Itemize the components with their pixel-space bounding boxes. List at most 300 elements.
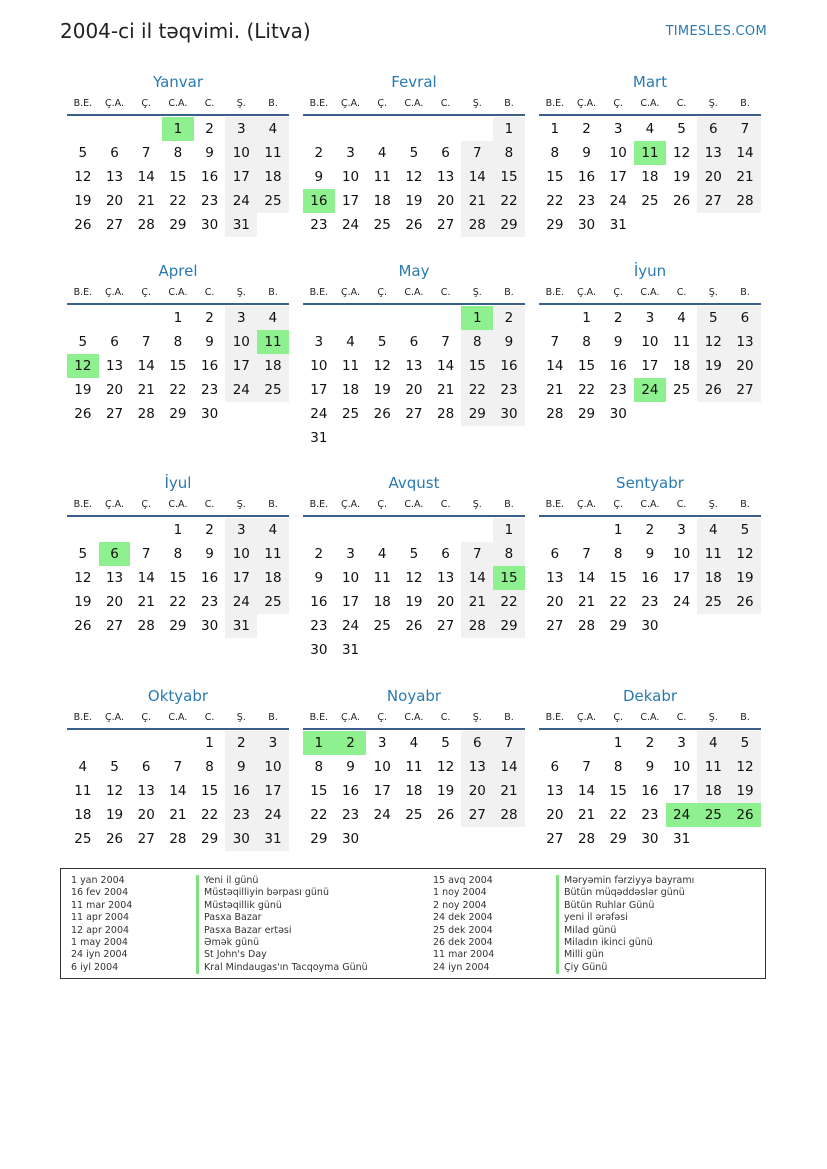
weekday-label: B.E. bbox=[309, 287, 329, 298]
day-cell: 15 bbox=[169, 358, 187, 374]
day-cell: 12 bbox=[729, 755, 761, 779]
day-cell: 13 bbox=[437, 570, 455, 586]
day-cell: 8 bbox=[493, 542, 525, 566]
weekday-header bbox=[67, 494, 289, 517]
day-cell: 28 bbox=[137, 406, 155, 422]
day-cell: 13 bbox=[405, 358, 423, 374]
day-cell: 10 bbox=[225, 141, 257, 165]
day-cell: 3 bbox=[225, 306, 257, 330]
day-cell: 22 bbox=[609, 594, 627, 610]
weekday-header bbox=[303, 93, 525, 116]
day-cell: 2 bbox=[205, 522, 214, 538]
legend-date: 11 mar 2004 bbox=[433, 949, 495, 961]
day-cell: 22 bbox=[201, 807, 219, 823]
day-cell: 11 bbox=[673, 334, 691, 350]
month-name: Oktyabr bbox=[147, 687, 209, 705]
weekday-label: B. bbox=[504, 98, 514, 109]
day-cell: 10 bbox=[673, 759, 691, 775]
day-cell: 10 bbox=[257, 755, 289, 779]
day-cell: 21 bbox=[437, 382, 455, 398]
day-cell: 22 bbox=[461, 378, 493, 402]
day-cell: 22 bbox=[493, 189, 525, 213]
day-cell: 20 bbox=[105, 594, 124, 610]
month-name: Avqust bbox=[388, 474, 440, 492]
day-cell: 26 bbox=[74, 217, 92, 233]
day-cell: 2 bbox=[613, 310, 623, 326]
legend-date: 1 may 2004 bbox=[71, 936, 128, 948]
holiday-day-cell: 25 bbox=[697, 803, 729, 827]
month-name: Noyabr bbox=[386, 687, 442, 705]
day-cell: 31 bbox=[225, 614, 257, 638]
day-cell: 29 bbox=[169, 618, 187, 634]
empty-cell bbox=[303, 518, 335, 542]
day-cell: 17 bbox=[341, 193, 360, 209]
weekday-label: C. bbox=[676, 287, 687, 298]
day-cell: 4 bbox=[78, 759, 88, 775]
day-cell: 25 bbox=[405, 807, 423, 823]
empty-cell bbox=[398, 306, 430, 330]
empty-cell bbox=[539, 306, 571, 330]
weekday-label: Ç. bbox=[613, 287, 624, 298]
day-cell: 8 bbox=[613, 759, 623, 775]
holiday-day-cell: 16 bbox=[303, 189, 335, 213]
day-cell: 25 bbox=[341, 406, 360, 422]
day-cell: 20 bbox=[729, 354, 761, 378]
weekday-label: Ş. bbox=[472, 499, 482, 510]
empty-cell bbox=[571, 731, 603, 755]
day-cell: 5 bbox=[409, 546, 419, 562]
day-cell: 31 bbox=[609, 217, 627, 233]
day-cell: 5 bbox=[677, 121, 686, 137]
day-grid bbox=[539, 518, 761, 638]
day-cell: 24 bbox=[609, 193, 627, 209]
day-cell: 14 bbox=[137, 169, 155, 185]
day-cell: 2 bbox=[645, 735, 655, 751]
legend-right-dates bbox=[433, 875, 494, 974]
holiday-day-cell: 11 bbox=[634, 141, 666, 165]
day-cell: 17 bbox=[310, 382, 328, 398]
day-cell: 30 bbox=[225, 827, 257, 851]
holiday-day-cell: 26 bbox=[729, 803, 761, 827]
day-cell: 17 bbox=[673, 783, 691, 799]
weekday-label: B.E. bbox=[309, 712, 329, 723]
weekday-label: Ç. bbox=[141, 712, 152, 723]
day-cell: 9 bbox=[493, 330, 525, 354]
month-name: Sentyabr bbox=[616, 474, 684, 492]
day-cell: 2 bbox=[582, 121, 591, 137]
legend-left-dates bbox=[71, 875, 132, 974]
day-cell: 11 bbox=[341, 358, 360, 374]
day-cell: 28 bbox=[437, 406, 455, 422]
empty-cell bbox=[430, 518, 462, 542]
legend-date: 16 fev 2004 bbox=[71, 887, 129, 899]
empty-cell bbox=[430, 306, 462, 330]
day-cell: 6 bbox=[697, 117, 729, 141]
day-cell: 26 bbox=[373, 406, 391, 422]
month-9 bbox=[539, 472, 761, 638]
day-cell: 1 bbox=[550, 121, 560, 137]
day-cell: 12 bbox=[673, 145, 691, 161]
empty-cell bbox=[130, 306, 162, 330]
month-name: Dekabr bbox=[622, 687, 678, 705]
weekday-label: Ç. bbox=[377, 712, 388, 723]
day-cell: 18 bbox=[257, 354, 289, 378]
day-cell: 16 bbox=[341, 783, 360, 799]
day-cell: 4 bbox=[257, 518, 289, 542]
day-cell: 18 bbox=[697, 779, 729, 803]
day-cell: 22 bbox=[493, 590, 525, 614]
day-cell: 6 bbox=[141, 759, 151, 775]
day-cell: 3 bbox=[677, 522, 686, 538]
day-cell: 16 bbox=[641, 783, 659, 799]
weekday-label: B. bbox=[740, 98, 750, 109]
holiday-day-cell: 1 bbox=[162, 117, 194, 141]
day-cell: 19 bbox=[105, 807, 124, 823]
month-11 bbox=[303, 685, 525, 851]
day-cell: 26 bbox=[697, 378, 729, 402]
day-cell: 15 bbox=[493, 165, 525, 189]
day-cell: 23 bbox=[641, 594, 659, 610]
day-cell: 16 bbox=[310, 594, 328, 610]
day-cell: 23 bbox=[201, 594, 219, 610]
weekday-label: B.E. bbox=[545, 98, 565, 109]
weekday-label: Ç. bbox=[613, 499, 624, 510]
day-cell: 7 bbox=[141, 546, 151, 562]
day-cell: 28 bbox=[169, 831, 187, 847]
day-cell: 3 bbox=[346, 145, 355, 161]
day-cell: 20 bbox=[405, 382, 423, 398]
day-cell: 22 bbox=[169, 382, 187, 398]
day-cell: 20 bbox=[697, 165, 729, 189]
month-1 bbox=[67, 71, 289, 237]
day-cell: 1 bbox=[613, 522, 623, 538]
empty-cell bbox=[366, 306, 398, 330]
weekday-label: Ş. bbox=[472, 712, 482, 723]
day-cell: 29 bbox=[493, 213, 525, 237]
day-cell: 27 bbox=[105, 406, 124, 422]
day-cell: 19 bbox=[405, 594, 423, 610]
weekday-label: C.A. bbox=[640, 712, 660, 723]
day-cell: 18 bbox=[257, 566, 289, 590]
weekday-label: C.A. bbox=[640, 287, 660, 298]
day-cell: 2 bbox=[205, 121, 214, 137]
month-name: İyun bbox=[633, 262, 667, 280]
day-cell: 14 bbox=[137, 570, 155, 586]
weekday-header bbox=[303, 494, 525, 517]
day-cell: 3 bbox=[314, 334, 324, 350]
weekday-label: Ç.A. bbox=[105, 287, 125, 298]
month-12 bbox=[539, 685, 761, 851]
weekday-label: C. bbox=[440, 98, 451, 109]
empty-cell bbox=[303, 306, 335, 330]
day-cell: 20 bbox=[105, 193, 124, 209]
day-cell: 21 bbox=[577, 807, 596, 823]
day-cell: 12 bbox=[74, 169, 92, 185]
legend-date: 2 noy 2004 bbox=[433, 899, 487, 911]
day-cell: 19 bbox=[373, 382, 391, 398]
weekday-label: C.A. bbox=[168, 98, 188, 109]
day-cell: 10 bbox=[609, 145, 627, 161]
weekday-label: C.A. bbox=[404, 287, 424, 298]
holiday-legend bbox=[60, 868, 766, 979]
day-cell: 28 bbox=[137, 618, 155, 634]
weekday-label: Ç.A. bbox=[105, 499, 125, 510]
day-cell: 4 bbox=[377, 145, 387, 161]
day-cell: 18 bbox=[641, 169, 659, 185]
weekday-label: Ç. bbox=[141, 98, 152, 109]
day-grid bbox=[67, 731, 289, 851]
day-cell: 20 bbox=[137, 807, 155, 823]
day-cell: 4 bbox=[409, 735, 419, 751]
day-cell: 18 bbox=[257, 165, 289, 189]
month-name: İyul bbox=[164, 474, 192, 492]
weekday-label: C.A. bbox=[168, 712, 188, 723]
weekday-label: Ş. bbox=[236, 499, 246, 510]
day-cell: 5 bbox=[78, 145, 88, 161]
legend-holiday-name: Bütün Ruhlar Günü bbox=[564, 899, 655, 911]
empty-cell bbox=[162, 731, 194, 755]
legend-holiday-name: St John's Day bbox=[204, 949, 267, 961]
day-cell: 2 bbox=[205, 310, 214, 326]
day-cell: 7 bbox=[141, 334, 151, 350]
weekday-label: B.E. bbox=[73, 712, 93, 723]
day-cell: 22 bbox=[169, 193, 187, 209]
day-cell: 4 bbox=[257, 117, 289, 141]
weekday-label: Ç.A. bbox=[341, 98, 361, 109]
weekday-label: B.E. bbox=[309, 98, 329, 109]
day-cell: 30 bbox=[310, 642, 328, 658]
weekday-label: B. bbox=[740, 287, 750, 298]
weekday-label: C. bbox=[676, 499, 687, 510]
day-cell: 21 bbox=[137, 594, 155, 610]
empty-cell bbox=[303, 117, 335, 141]
day-cell: 16 bbox=[493, 354, 525, 378]
day-cell: 19 bbox=[74, 382, 92, 398]
weekday-label: B.E. bbox=[73, 499, 93, 510]
day-cell: 15 bbox=[546, 169, 564, 185]
day-cell: 9 bbox=[645, 759, 655, 775]
day-cell: 5 bbox=[729, 731, 761, 755]
day-cell: 7 bbox=[141, 145, 151, 161]
day-cell: 16 bbox=[201, 169, 219, 185]
day-cell: 9 bbox=[314, 570, 324, 586]
day-cell: 22 bbox=[546, 193, 564, 209]
weekday-label: Ç. bbox=[141, 499, 152, 510]
holiday-day-cell: 2 bbox=[335, 731, 367, 755]
weekday-label: B. bbox=[740, 499, 750, 510]
day-cell: 14 bbox=[577, 783, 596, 799]
weekday-header bbox=[67, 93, 289, 116]
day-cell: 24 bbox=[373, 807, 391, 823]
day-cell: 4 bbox=[697, 731, 729, 755]
brand-link[interactable]: TIMESLES.COM bbox=[665, 24, 767, 39]
holiday-day-cell: 12 bbox=[67, 354, 99, 378]
day-cell: 7 bbox=[550, 334, 560, 350]
day-cell: 28 bbox=[577, 831, 596, 847]
day-cell: 2 bbox=[314, 546, 324, 562]
day-cell: 8 bbox=[461, 330, 493, 354]
day-cell: 26 bbox=[437, 807, 455, 823]
holiday-day-cell: 24 bbox=[634, 378, 666, 402]
day-cell: 25 bbox=[257, 378, 289, 402]
day-cell: 11 bbox=[405, 759, 423, 775]
day-cell: 27 bbox=[105, 618, 124, 634]
weekday-label: Ç. bbox=[377, 499, 388, 510]
day-cell: 24 bbox=[225, 590, 257, 614]
month-name: Fevral bbox=[391, 73, 437, 91]
day-cell: 6 bbox=[729, 306, 761, 330]
day-cell: 28 bbox=[577, 618, 596, 634]
day-cell: 31 bbox=[341, 642, 360, 658]
day-cell: 17 bbox=[341, 594, 360, 610]
weekday-label: Ş. bbox=[472, 287, 482, 298]
legend-holiday-name: Çiy Günü bbox=[564, 961, 608, 973]
day-cell: 29 bbox=[493, 614, 525, 638]
day-cell: 21 bbox=[137, 382, 155, 398]
day-cell: 2 bbox=[493, 306, 525, 330]
month-name: May bbox=[398, 262, 430, 280]
weekday-label: Ç. bbox=[613, 712, 624, 723]
day-cell: 21 bbox=[137, 193, 155, 209]
month-7 bbox=[67, 472, 289, 638]
day-cell: 3 bbox=[677, 735, 686, 751]
day-cell: 1 bbox=[582, 310, 591, 326]
day-cell: 17 bbox=[225, 354, 257, 378]
day-cell: 3 bbox=[257, 731, 289, 755]
day-cell: 23 bbox=[225, 803, 257, 827]
day-cell: 23 bbox=[641, 807, 659, 823]
day-cell: 6 bbox=[409, 334, 419, 350]
day-cell: 15 bbox=[201, 783, 219, 799]
day-cell: 15 bbox=[310, 783, 328, 799]
day-cell: 21 bbox=[461, 590, 493, 614]
empty-cell bbox=[398, 518, 430, 542]
day-cell: 15 bbox=[169, 570, 187, 586]
day-cell: 21 bbox=[729, 165, 761, 189]
day-grid bbox=[67, 518, 289, 638]
holiday-day-cell: 1 bbox=[461, 306, 493, 330]
day-cell: 26 bbox=[405, 217, 423, 233]
day-cell: 25 bbox=[673, 382, 691, 398]
weekday-label: C. bbox=[204, 98, 215, 109]
day-cell: 7 bbox=[493, 731, 525, 755]
weekday-label: C. bbox=[204, 287, 215, 298]
day-cell: 24 bbox=[310, 406, 328, 422]
day-cell: 25 bbox=[257, 189, 289, 213]
weekday-header bbox=[539, 282, 761, 305]
day-cell: 2 bbox=[225, 731, 257, 755]
day-cell: 25 bbox=[373, 618, 391, 634]
day-cell: 15 bbox=[169, 169, 187, 185]
day-grid bbox=[303, 518, 525, 662]
day-cell: 29 bbox=[201, 831, 219, 847]
day-grid bbox=[303, 306, 525, 450]
day-cell: 10 bbox=[341, 570, 360, 586]
day-cell: 26 bbox=[74, 618, 92, 634]
day-cell: 19 bbox=[729, 779, 761, 803]
day-cell: 9 bbox=[205, 334, 214, 350]
weekday-label: C. bbox=[440, 287, 451, 298]
legend-date: 11 apr 2004 bbox=[71, 912, 130, 924]
day-cell: 11 bbox=[373, 570, 391, 586]
holiday-day-cell: 15 bbox=[493, 566, 525, 590]
weekday-label: B.E. bbox=[545, 712, 565, 723]
day-cell: 22 bbox=[577, 382, 596, 398]
day-cell: 17 bbox=[225, 165, 257, 189]
day-cell: 28 bbox=[137, 217, 155, 233]
weekday-header bbox=[539, 93, 761, 116]
weekday-label: Ç. bbox=[141, 287, 152, 298]
weekday-label: B.E. bbox=[73, 98, 93, 109]
day-cell: 5 bbox=[110, 759, 119, 775]
day-cell: 18 bbox=[74, 807, 92, 823]
weekday-label: Ç.A. bbox=[341, 712, 361, 723]
day-cell: 29 bbox=[169, 406, 187, 422]
legend-right-names bbox=[556, 875, 694, 974]
day-cell: 6 bbox=[441, 145, 450, 161]
day-cell: 10 bbox=[225, 330, 257, 354]
day-cell: 15 bbox=[609, 783, 627, 799]
legend-date: 24 iyn 2004 bbox=[71, 949, 128, 961]
weekday-header bbox=[67, 707, 289, 730]
day-cell: 28 bbox=[493, 803, 525, 827]
empty-cell bbox=[130, 518, 162, 542]
month-name: Mart bbox=[632, 73, 668, 91]
day-cell: 31 bbox=[310, 430, 328, 446]
empty-cell bbox=[99, 731, 131, 755]
day-cell: 13 bbox=[105, 358, 124, 374]
day-cell: 20 bbox=[546, 594, 564, 610]
day-cell: 11 bbox=[697, 755, 729, 779]
day-cell: 1 bbox=[493, 518, 525, 542]
day-cell: 18 bbox=[373, 594, 391, 610]
weekday-label: C.A. bbox=[404, 712, 424, 723]
day-cell: 6 bbox=[461, 731, 493, 755]
day-cell: 13 bbox=[437, 169, 455, 185]
legend-holiday-name: Məryəmin fərziyyə bayramı bbox=[564, 875, 695, 886]
day-cell: 5 bbox=[697, 306, 729, 330]
day-cell: 8 bbox=[613, 546, 623, 562]
day-cell: 13 bbox=[105, 169, 124, 185]
day-cell: 29 bbox=[546, 217, 564, 233]
day-cell: 30 bbox=[609, 406, 627, 422]
weekday-label: C.A. bbox=[404, 499, 424, 510]
weekday-header bbox=[539, 707, 761, 730]
day-cell: 31 bbox=[673, 831, 691, 847]
weekday-label: C. bbox=[440, 499, 451, 510]
day-cell: 14 bbox=[461, 165, 493, 189]
day-cell: 6 bbox=[550, 546, 560, 562]
day-cell: 18 bbox=[673, 358, 691, 374]
day-cell: 13 bbox=[546, 570, 564, 586]
legend-date: 11 mar 2004 bbox=[71, 899, 133, 911]
empty-cell bbox=[335, 306, 367, 330]
weekday-label: B. bbox=[268, 499, 278, 510]
day-cell: 14 bbox=[729, 141, 761, 165]
day-cell: 13 bbox=[729, 330, 761, 354]
day-cell: 26 bbox=[74, 406, 92, 422]
day-cell: 7 bbox=[582, 759, 591, 775]
day-cell: 3 bbox=[377, 735, 387, 751]
day-cell: 27 bbox=[546, 831, 564, 847]
day-cell: 7 bbox=[461, 542, 493, 566]
day-cell: 2 bbox=[314, 145, 324, 161]
day-cell: 3 bbox=[613, 121, 623, 137]
day-cell: 19 bbox=[437, 783, 455, 799]
day-cell: 24 bbox=[341, 618, 360, 634]
weekday-label: Ş. bbox=[236, 712, 246, 723]
day-cell: 30 bbox=[201, 406, 219, 422]
